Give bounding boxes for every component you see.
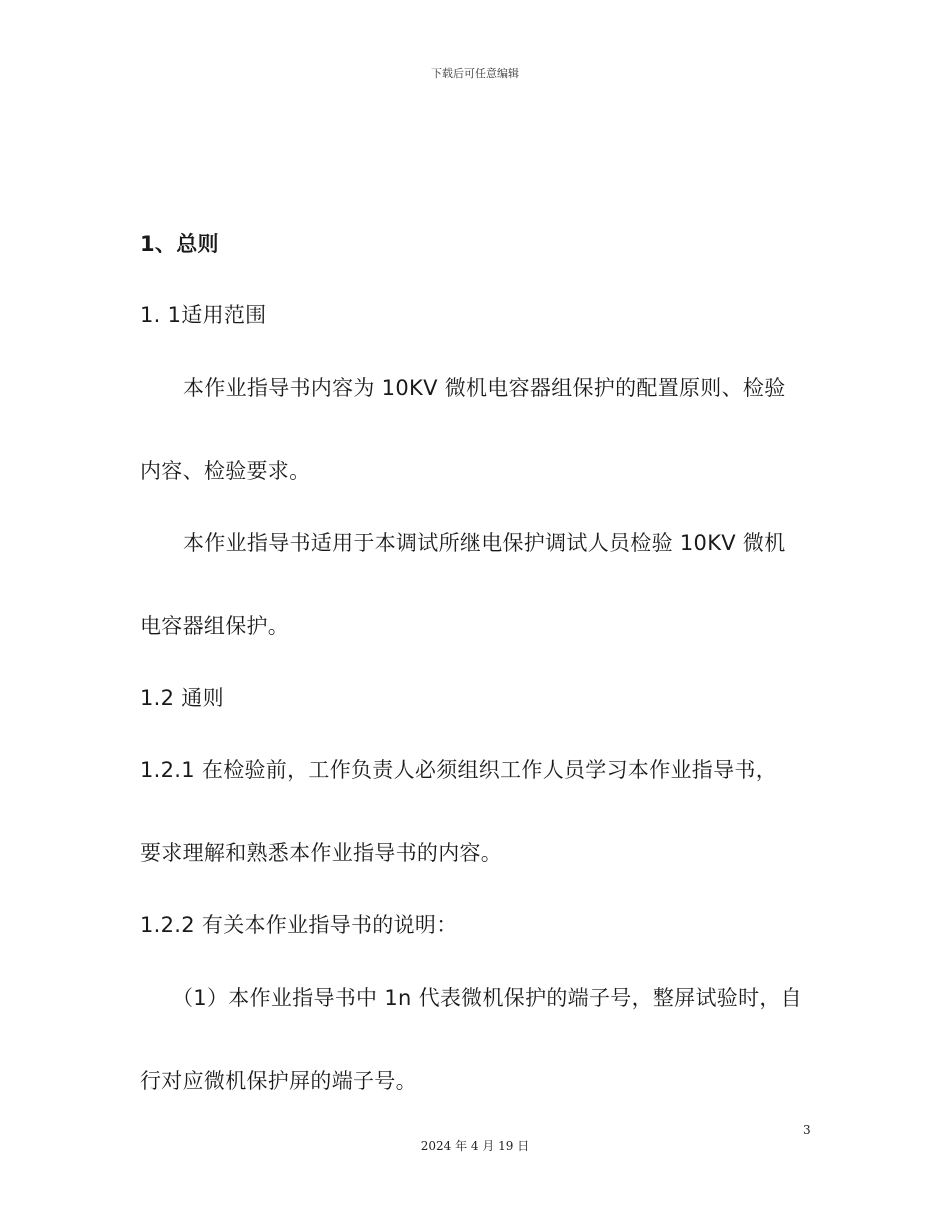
item-1-2-1-line-1: 1.2.1 在检验前，工作负责人必须组织工作人员学习本作业指导书， (140, 758, 778, 782)
subsection-heading-general-rules: 1.2 通则 (140, 686, 224, 710)
paragraph-scope-2-line-1: 本作业指导书适用于本调试所继电保护调试人员检验 10KV 微机 (183, 531, 786, 555)
section-heading-general: 1、总则 (140, 232, 219, 256)
paragraph-scope-2-line-2: 电容器组保护。 (140, 614, 290, 638)
note-1-line-1: （1）本作业指导书中 1n 代表微机保护的端子号，整屏试验时，自 (172, 986, 802, 1010)
subsection-heading-scope: 1. 1适用范围 (140, 303, 267, 327)
item-1-2-1-line-2: 要求理解和熟悉本作业指导书的内容。 (140, 841, 503, 865)
header-note: 下载后可任意编辑 (431, 67, 519, 80)
footer-date: 2024 年 4 月 19 日 (420, 1139, 530, 1153)
note-1-line-2: 行对应微机保护屏的端子号。 (140, 1069, 417, 1093)
paragraph-scope-1-line-2: 内容、检验要求。 (140, 459, 311, 483)
item-1-2-2: 1.2.2 有关本作业指导书的说明： (140, 913, 458, 937)
page-number: 3 (803, 1123, 811, 1137)
paragraph-scope-1-line-1: 本作业指导书内容为 10KV 微机电容器组保护的配置原则、检验 (183, 376, 786, 400)
